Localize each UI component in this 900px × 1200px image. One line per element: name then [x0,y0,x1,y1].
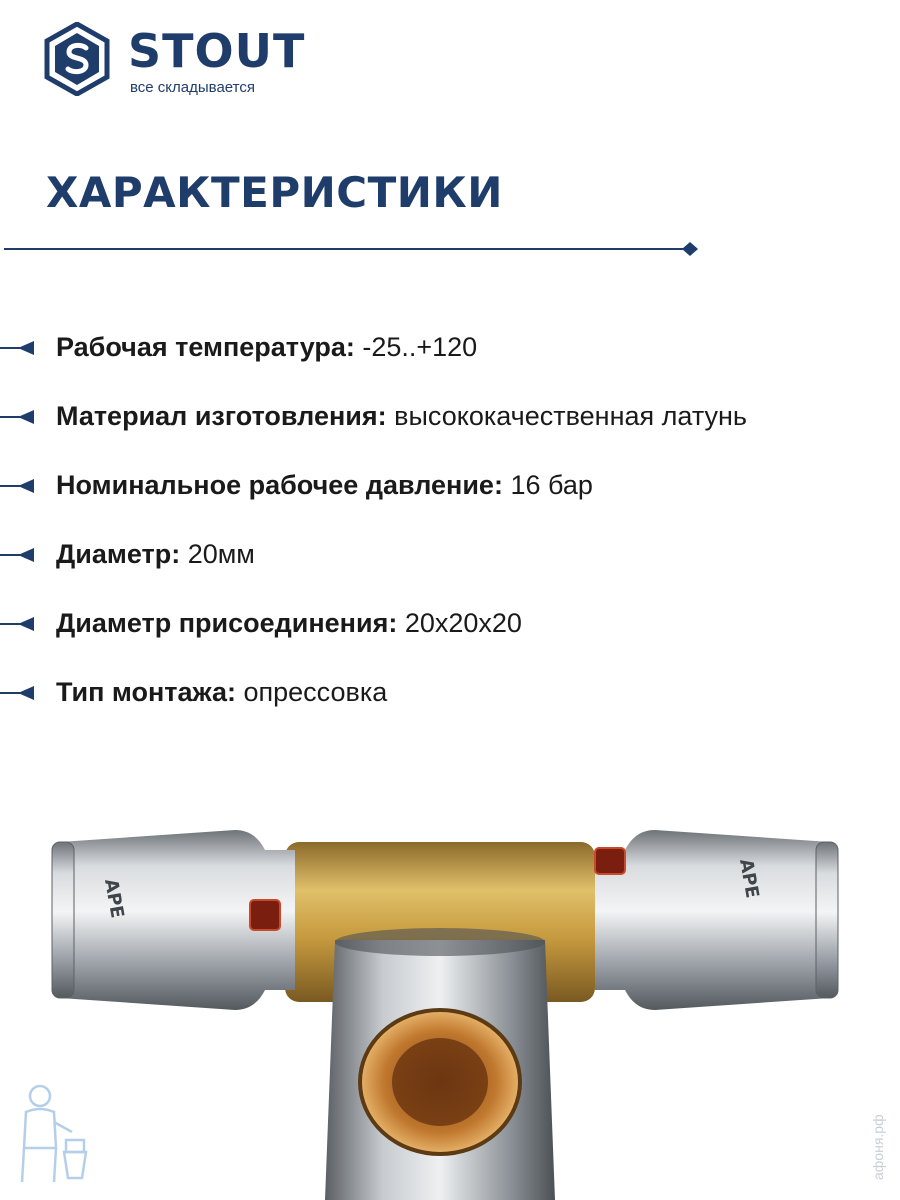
arrow-bullet-icon [0,545,38,565]
svg-text:APE: APE [100,877,128,920]
watermark: афоня.рф [870,1114,886,1180]
section-title: ХАРАКТЕРИСТИКИ [46,168,503,217]
spec-item [0,394,900,463]
spec-text [56,540,255,570]
spec-text [56,678,387,708]
arrow-bullet-icon [0,338,38,358]
spec-text [56,333,477,363]
spec-text [56,402,747,432]
spec-item [0,325,900,394]
brand-name: STOUT [128,24,306,78]
spec-item [0,670,900,739]
spec-label: Диаметр присоединения: [56,608,398,638]
arrow-bullet-icon [0,407,38,427]
arrow-bullet-icon [0,614,38,634]
stout-logo-icon [44,22,110,96]
spec-list [0,325,900,739]
press-tee-fitting-image [50,820,840,1200]
spec-label: Рабочая температура: [56,332,355,362]
spec-item [0,532,900,601]
brand-tagline: все складывается [130,79,255,96]
spec-text [56,471,593,501]
spec-item [0,601,900,670]
spec-label: Материал изготовления: [56,401,387,431]
spec-item [0,463,900,532]
title-divider [4,240,704,258]
arrow-bullet-icon [0,476,38,496]
spec-value: опрессовка [236,677,388,707]
svg-text:APE: APE [735,857,763,900]
spec-value: 16 бар [502,470,593,500]
arrow-bullet-icon [0,683,38,703]
spec-label: Тип монтажа: [56,677,237,707]
plumber-mascot-icon [10,1082,90,1194]
spec-value: 20мм [180,539,255,569]
spec-value: 20х20х20 [397,608,522,638]
spec-value: -25..+120 [354,332,478,362]
spec-label: Диаметр: [56,539,181,569]
spec-value: высококачественная латунь [386,401,747,431]
brand-logo [44,22,304,102]
spec-label: Номинальное рабочее давление: [56,470,503,500]
spec-text [56,609,522,639]
